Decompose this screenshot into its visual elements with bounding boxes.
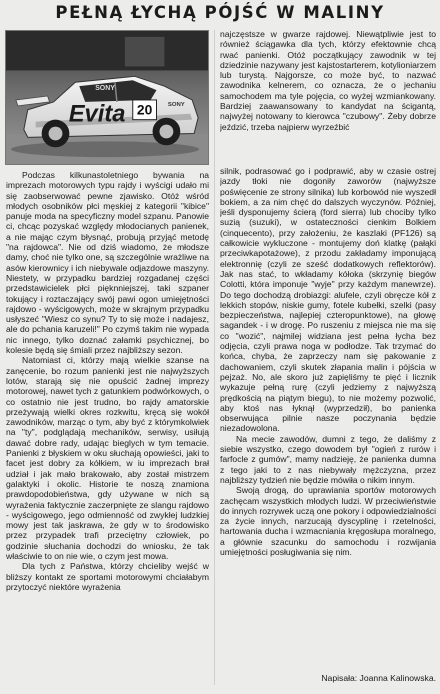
left-column [6,170,209,688]
article-title: PEŁNĄ ŁYCHĄ PÓJŚĆ W MALINY [55,3,385,22]
paragraph-third: Dla tych z Państwa, którzy chcieliby wejść w bliższy kontakt ze sportami motorowymi chciałabym przytoczyć niektóre wyrażenia [6,561,209,592]
car-number-text: 20 [136,101,153,118]
paragraph-encouragement: Swoją drogą, do uprawiania sportów motorowych zachęcam wszystkich młodych ludzi. W przeciwieństwie do innych rozrywek uczą one pokory i odpowiedzialności za życie innych, narzucają dyscyplinę i rzetelności, hartowania ducha i wzmacniania kręgosłupa moralnego, a głównie szacunku do samochodu i rozwijania umiejętności posługiwania się nim. [220,485,436,557]
paragraph-finish: Na mecie zawodów, dumni z tego, że daliśmy z siebie wszystko, czego dowodem był "ogień z rurów i farfocle z gumów", mamy nadzieję, że panienka dumna z tego jaki to z nas niebywały mężczyzna, przez najbliższy tydzień nie będzie mówiła o nikim innym. [220,433,436,485]
right-column-top [220,29,436,132]
car-sponsor-text: SONY [95,85,115,93]
right-column [220,166,436,686]
paragraph-second: Natomiast ci, którzy mają wielkie szanse na zanęcenie, bo rozum panienki jest nie najwyższych lotów, starają się nie opuścić żadnej imprezy motorowej, nawet tych z gatunkiem podwórkowych, o co ostatnio nie jest trudno, bo rajdy amatorskie przeżywają wielki okres rozkwitu, kręcą się wokół zawodników, marząc o tym, aby być z którymkolwiek na "ty", podglądają mechaników, serwisy, usiłują dawać dobre rady, udając bieglych w tym temacie. Panienki z błyskiem w oku słuchają opowieści, jaki to facet jest dobry za kółkiem, w iu imprezach brał udział i jak mało brakowało, aby został mistrzem galaktyki i okolic. Historie te noszą znamiona prawdopodobieństwa, gdy używane w nich są wyrażenia faktycznie zaczerpnięte ze slangu rajdowo - wyścigowego, jego odmienność od zwykłej ludzkiej mowy jest tak jaskrawa, że gdy w to środowisko przez przypadek trafi przeciętny człowiek, po godzinie słuchania dochodzi do wniosku, że tak właściwie to on nie wie, o czym jest mowa. [6,355,209,561]
rally-car-photo [5,30,209,165]
paragraph-slang-intro: najczęstsze w gwarze rajdowej. Niewątpliwie jest to również ściągawka dla tych, którzy efektownie chcą rwać panienki. Otóż początkujący zawodnik w tej dziedzinie nazywany jest kajstostarterem, kotylioniarzem lub turystą. Najgorsze, co może być, to nazwać zawodnika kelnerem, co oznacza, że o jechaniu samochodem ma tyle pojęcia, co wyżej wzmiankowany. Bardziej zaawansowany to kandydat na ścigantą, najwyżej notowany to kierowca "czubowy". Żeby dobrze jeździć, trzeba najpierw wyrzeźbić [220,29,436,132]
paragraph-tuning: silnik, podrasować go i podprawić, aby w czasie ostrej jazdy tłoki nie dogoniły zaworów (najwyższe poświęcenie ze strony silnika) lub korbowód nie wyszedł bokiem, a za nim chęć do dalszych wyczynów. Później, jeśli dysponujemy ścierą (ford sierra) lub chociby tylko suzią (suzuki), w ostateczności cienkim Bolkiem (cinquecento), przy założeniu, że kaszlaki (PF126) są całkowicie wykluczone - montujemy doń klatkę (pałąki przeciwkapotażowe), z przodu zakładamy imponującą elektronnię (czyli ze sześć dodatkowych reflektorów). Jak nas stać, to wkładamy kółoka (skrzynię biegów Colotti, która imponuje "wyje" przy każdym manewrze). Do tego dochodzą drobiazgi: alufele, czyli obręcze kół z lekkich stopów, niskie gumy, fotele kubełki, szelki (pasy bezpieczeństwa, najlepiej czteropunktowe), na głowę sagandek - i w drogę. Po ruszeniu z miejsca nie ma się co "wozić", najmilej widziana jest pełna łycha bez odjęcia, czyli prawa noga w podłodze. Tak trzymać do końca, chyba, że zaprzeczy nam się pakowanie z dachowaniem, czyli skutek złapania malin i pójścia w pejzaż. No, ale skoro już zapięliśmy te pięć i licznik wykazuje pełną rurę (czyli jedziemy z najwyższą prędkością na piątym biegu), to nie możemy pozwolić, aby ktoś nas łyknął (wyprzedził), bo panienka obserwująca pilnie nasze poczynania będzie niezadowolona. [220,166,436,434]
rally-car-illustration [6,31,208,164]
author-signature: Napisała: Joanna Kalinowska. [321,673,436,683]
paragraph-intro: Podczas kilkunastoletniego bywania na imprezach motorowych typu rajdy i wyścigi udało mi się zaobserwować pewne zjawisko. Otóż wśród młodych osobników płci męskiej z kategorii "kibice" panuje moda na specyficzny model szpanu. Panowie ci, chcąc pozyskać względy młodocianych panienek, a nie mając czym błysnąć, probują przyjąć metodę "na rajdowca". Nie od dziś wiadomo, że młodsze damy, choć nie tylko one, są szczególnie wrażliwe na asów kierownicy i ich niebywale odjazdowe maszyny. Niestety, w przypadku bardziej rozgadanej części przedstawicielek płci pięknniejszej, taki szpaner tokujący i roztaczający swój pawi ogon umiejętności rajdowo - wyścigowych, może w skrajnym przypadku usłyszeć "Wiesz co synu? Ty to się może i nadajesz, ale do pchania karuzeli!" Po czymś takim nie wypada nic innego, tylko doznać załamki psychicznej, bo kolesie będą się śmiali przez najbliższy sezon. [6,170,209,356]
column-divider [214,30,215,685]
car-brand-text: Evita [68,101,126,128]
car-sponsor-text-2: SONY [167,101,185,108]
